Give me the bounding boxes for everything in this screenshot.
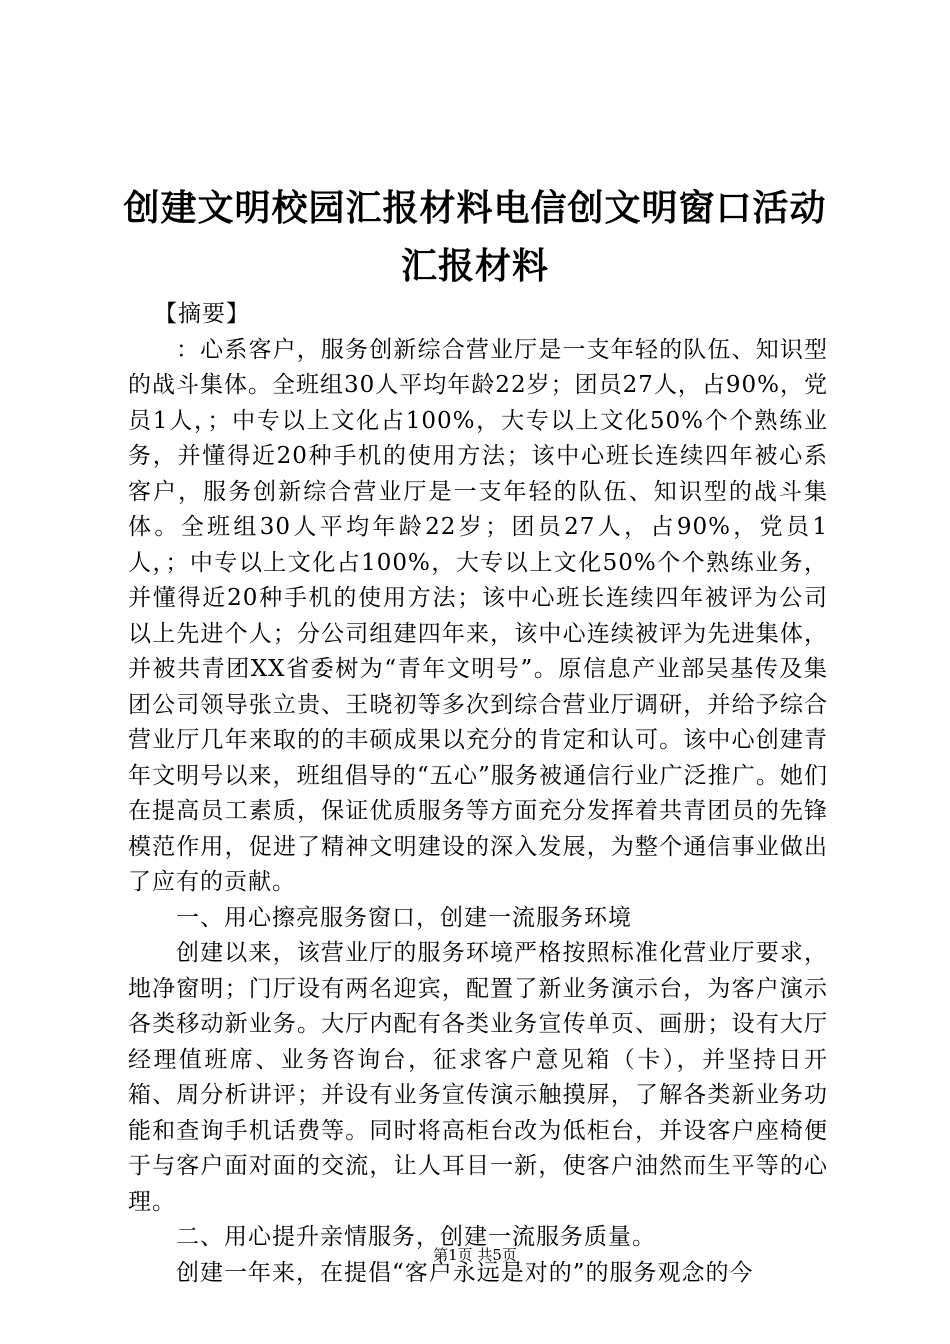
section-heading-2: 二、用心提升亲情服务，创建一流服务质量。	[176, 1224, 656, 1250]
document-title: 创建文明校园汇报材料电信创文明窗口活动汇报材料	[123, 188, 827, 287]
section-paragraph-1: 创建以来，该营业厅的服务环境严格按照标准化营业厅要求，地净窗明；门厅设有两名迎宾，配置了新业务演示台，为客户演示各类移动新业务。大厅内配有各类业务宣传单页、画册；设有大厅经理值班席、业务咨询台，征求客户意见箱（卡），并坚持日开箱、周分析讲评；并设有业务宣传演示触摸屏，了解各类新业务功能和查询手机话费等。同时将高柜台改为低柜台，并设客户座椅便于与客户面对面的交流，让人耳目一新，使客户油然而生平等的心理。	[128, 940, 828, 1215]
document-body	[128, 297, 828, 1291]
page-footer: 第1页 共5页	[433, 1246, 517, 1264]
abstract-label: 【摘要】	[154, 301, 250, 327]
abstract-paragraph: ：心系客户，服务创新综合营业厅是一支年轻的队伍、知识型的战斗集体。全班组30人平均年龄22岁；团员27人，占90%，党员1人，；中专以上文化占100%，大专以上文化50%个个熟练业务，并懂得近20种手机的使用方法；该中心班长连续四年被心系客户，服务创新综合营业厅是一支年轻的队伍、知识型的战斗集体。全班组30人平均年龄22岁；团员27人，占90%，党员1人，；中专以上文化占100%，大专以上文化50%个个熟练业务，并懂得近20种手机的使用方法；该中心班长连续四年被评为公司以上先进个人；分公司组建四年来，该中心连续被评为先进集体，并被共青团XX省委树为“青年文明号”。原信息产业部吴基传及集团公司领导张立贵、王晓初等多次到综合营业厅调研，并给予综合营业厅几年来取的的丰硕成果以充分的肯定和认可。该中心创建青年文明号以来，班组倡导的“五心”服务被通信行业广泛推广。她们在提高员工素质，保证优质服务等方面充分发挥着共青团员的先锋模范作用，促进了精神文明建设的深入发展，为整个通信事业做出了应有的贡献。	[128, 336, 828, 895]
section-paragraph-2: 创建一年来，在提倡“客户永远是对的”的服务观念的今	[176, 1259, 754, 1286]
section-heading-1: 一、用心擦亮服务窗口，创建一流服务环境	[176, 904, 632, 931]
